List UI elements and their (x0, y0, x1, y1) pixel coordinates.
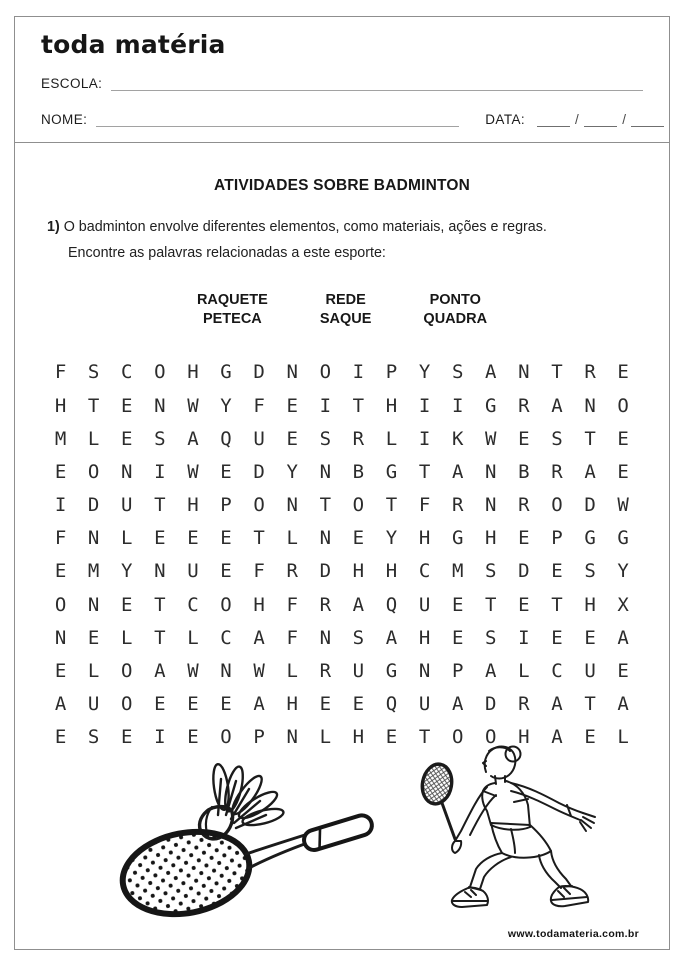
word-bank (15, 291, 669, 329)
grid-letter: T (87, 394, 100, 417)
grid-letter: N (154, 560, 166, 583)
grid-letter: N (220, 660, 232, 682)
grid-letter: I (319, 394, 332, 417)
grid-row (44, 356, 640, 389)
grid-letter: M (451, 560, 464, 583)
grid-letter: F (54, 361, 67, 384)
grid-letter: G (385, 660, 398, 682)
grid-letter: W (485, 427, 497, 450)
grid-letter: Y (121, 560, 133, 583)
grid-letter: O (87, 460, 100, 483)
question-line-1-text: O badminton envolve diferentes elementos, como materiais, ações e regras. (63, 219, 547, 235)
grid-letter: C (187, 593, 199, 616)
grid-letter: R (518, 693, 530, 716)
grid-letter: G (617, 527, 629, 550)
grid-letter: A (253, 693, 265, 716)
grid-letter: A (385, 626, 398, 649)
grid-letter: O (485, 726, 497, 749)
grid-letter: U (253, 427, 265, 450)
grid-letter: A (551, 726, 563, 749)
grid-letter: P (385, 361, 398, 384)
grid-letter: P (551, 527, 563, 550)
date-day-blank (537, 112, 570, 127)
grid-letter: E (220, 527, 232, 550)
question-number: 1) (47, 219, 60, 235)
grid-letter: E (584, 726, 596, 749)
grid-letter: Y (418, 361, 431, 384)
grid-letter: N (485, 494, 497, 517)
grid-letter: G (451, 527, 464, 550)
grid-letter: L (617, 726, 629, 749)
grid-letter: A (451, 693, 464, 716)
grid-letter: N (87, 593, 100, 616)
grid-letter: F (286, 626, 298, 649)
grid-letter: P (220, 494, 232, 517)
sheet-header (15, 17, 669, 143)
grid-letter: U (418, 593, 431, 616)
grid-letter: T (385, 494, 398, 517)
grid-letter: T (551, 593, 563, 616)
grid-letter: G (385, 460, 398, 483)
grid-letter: E (220, 560, 232, 583)
word-rede: REDE (325, 292, 366, 309)
grid-letter: E (54, 460, 67, 483)
grid-letter: C (418, 560, 431, 583)
grid-letter: E (518, 593, 530, 616)
word-column-2 (320, 291, 372, 329)
grid-letter: N (154, 394, 166, 417)
grid-letter: H (352, 560, 365, 583)
grid-letter: Q (385, 693, 398, 716)
grid-letter: S (485, 560, 497, 583)
grid-letter: Y (385, 527, 398, 550)
grid-letter: E (584, 626, 596, 649)
grid-letter: S (319, 427, 332, 450)
grid-letter: A (54, 693, 67, 716)
grid-letter: Y (220, 394, 232, 417)
grid-letter: O (617, 394, 629, 417)
grid-letter: O (352, 494, 365, 517)
grid-letter: S (352, 626, 365, 649)
grid-letter: E (187, 726, 199, 749)
grid-letter: O (253, 494, 265, 517)
grid-letter: Q (385, 593, 398, 616)
grid-letter: I (518, 626, 530, 649)
grid-letter: F (418, 494, 431, 517)
grid-letter: N (584, 394, 596, 417)
grid-letter: L (121, 527, 133, 550)
grid-letter: P (253, 726, 265, 749)
grid-letter: T (253, 527, 265, 550)
date-month-blank (584, 112, 617, 127)
word-peteca: PETECA (202, 310, 262, 327)
grid-letter: B (518, 460, 530, 483)
grid-letter: N (485, 460, 497, 483)
grid-letter: L (87, 427, 100, 450)
grid-letter: S (87, 361, 100, 384)
grid-letter: A (485, 361, 497, 384)
grid-letter: G (584, 527, 596, 550)
grid-letter: H (286, 693, 298, 716)
date-year-blank (631, 112, 664, 127)
grid-letter: A (617, 693, 629, 716)
grid-letter: E (451, 626, 464, 649)
grid-letter: F (253, 560, 265, 583)
grid-letter: T (584, 427, 596, 450)
grid-letter: U (352, 660, 365, 682)
question-line-1 (47, 214, 631, 240)
grid-letter: O (451, 726, 464, 749)
grid-letter: E (54, 560, 67, 583)
grid-letter: C (551, 660, 563, 682)
date-label: DATA: (485, 112, 526, 127)
grid-letter: W (253, 660, 265, 682)
grid-letter: D (584, 494, 596, 517)
grid-letter: R (518, 494, 530, 517)
grid-letter: W (617, 494, 629, 517)
grid-letter: L (385, 427, 398, 450)
grid-letter: E (121, 593, 133, 616)
grid-letter: E (518, 427, 530, 450)
worksheet-page (14, 16, 670, 950)
grid-letter: G (220, 361, 232, 384)
date-separator: / (575, 112, 580, 127)
grid-letter: D (319, 560, 332, 583)
school-field-row (41, 76, 643, 91)
grid-letter: L (319, 726, 332, 749)
grid-letter: E (617, 361, 629, 384)
grid-letter: E (220, 693, 232, 716)
grid-letter: O (154, 361, 166, 384)
grid-letter: L (286, 527, 298, 550)
grid-letter: E (617, 660, 629, 682)
word-raquete: RAQUETE (196, 292, 268, 309)
grid-letter: Y (617, 560, 629, 583)
grid-letter: E (54, 660, 67, 682)
grid-letter: O (220, 726, 232, 749)
grid-letter: U (87, 693, 100, 716)
grid-letter: T (352, 394, 365, 417)
grid-letter: R (551, 460, 563, 483)
grid-letter: B (352, 460, 365, 483)
grid-letter: N (418, 660, 431, 682)
grid-letter: M (87, 560, 100, 583)
grid-letter: N (286, 361, 298, 384)
grid-letter: A (451, 460, 464, 483)
grid-letter: T (551, 361, 563, 384)
grid-letter: E (551, 560, 563, 583)
grid-letter: R (451, 494, 464, 517)
grid-letter: O (319, 361, 332, 384)
grid-row (44, 455, 640, 488)
word-saque: SAQUE (319, 310, 372, 327)
grid-row (44, 422, 640, 455)
grid-letter: A (584, 460, 596, 483)
grid-letter: H (187, 494, 199, 517)
grid-letter: F (54, 527, 67, 550)
grid-letter: E (352, 693, 365, 716)
grid-letter: D (87, 494, 100, 517)
grid-letter: T (418, 726, 431, 749)
grid-letter: S (584, 560, 596, 583)
grid-letter: C (121, 361, 133, 384)
grid-letter: U (584, 660, 596, 682)
grid-letter: H (485, 527, 497, 550)
website-credit: www.todamateria.com.br (507, 928, 639, 940)
grid-letter: I (451, 394, 464, 417)
grid-letter: T (485, 593, 497, 616)
grid-letter: R (584, 361, 596, 384)
date-group (485, 112, 664, 127)
grid-letter: E (385, 726, 398, 749)
grid-letter: E (451, 593, 464, 616)
grid-letter: F (286, 593, 298, 616)
grid-letter: E (87, 626, 100, 649)
grid-letter: E (187, 527, 199, 550)
name-label: NOME: (41, 112, 88, 127)
grid-letter: N (87, 527, 100, 550)
grid-row (44, 555, 640, 588)
word-search-grid (44, 356, 640, 754)
grid-letter: H (253, 593, 265, 616)
grid-letter: E (319, 693, 332, 716)
grid-letter: E (220, 460, 232, 483)
grid-letter: L (518, 660, 530, 682)
grid-letter: R (352, 427, 365, 450)
grid-letter: N (319, 527, 332, 550)
grid-letter: N (518, 361, 530, 384)
grid-letter: D (485, 693, 497, 716)
grid-letter: E (286, 394, 298, 417)
grid-letter: T (319, 494, 332, 517)
grid-letter: Y (286, 460, 298, 483)
grid-letter: W (187, 460, 199, 483)
grid-letter: S (154, 427, 166, 450)
grid-letter: A (154, 660, 166, 682)
grid-letter: H (54, 394, 67, 417)
grid-letter: I (352, 361, 365, 384)
grid-letter: H (385, 394, 398, 417)
grid-letter: T (418, 460, 431, 483)
grid-letter: L (286, 660, 298, 682)
grid-letter: R (518, 394, 530, 417)
grid-letter: E (154, 527, 166, 550)
word-quadra: QUADRA (423, 310, 488, 327)
grid-letter: A (617, 626, 629, 649)
name-date-field-row (41, 112, 643, 127)
grid-letter: E (352, 527, 365, 550)
grid-letter: N (54, 626, 67, 649)
grid-row (44, 522, 640, 555)
grid-row (44, 621, 640, 654)
grid-letter: O (121, 693, 133, 716)
grid-letter: L (121, 626, 133, 649)
grid-letter: D (518, 560, 530, 583)
grid-letter: N (286, 726, 298, 749)
question-line-2: Encontre as palavras relacionadas a este esporte: (68, 245, 386, 262)
grid-letter: E (121, 726, 133, 749)
grid-letter: I (154, 726, 166, 749)
grid-letter: P (451, 660, 464, 682)
grid-letter: N (121, 460, 133, 483)
school-label: ESCOLA: (41, 76, 103, 91)
racket-and-shuttlecock-illustration (100, 749, 396, 925)
grid-letter: H (584, 593, 596, 616)
grid-letter: S (551, 427, 563, 450)
grid-letter: H (518, 726, 530, 749)
grid-letter: T (154, 626, 166, 649)
grid-letter: E (286, 427, 298, 450)
grid-letter: S (451, 361, 464, 384)
grid-letter: F (253, 394, 265, 417)
grid-letter: T (154, 494, 166, 517)
grid-letter: A (253, 626, 265, 649)
grid-letter: R (319, 660, 332, 682)
grid-letter: A (551, 693, 563, 716)
grid-letter: A (551, 394, 563, 417)
grid-letter: C (220, 626, 232, 649)
grid-letter: X (617, 593, 629, 616)
grid-letter: U (187, 560, 199, 583)
grid-letter: H (418, 527, 431, 550)
grid-letter: S (485, 626, 497, 649)
grid-letter: I (418, 427, 431, 450)
date-separator: / (622, 112, 627, 127)
grid-letter: E (54, 726, 67, 749)
grid-letter: Q (220, 427, 232, 450)
word-column-3 (423, 291, 487, 329)
grid-letter: W (187, 660, 199, 682)
grid-letter: N (286, 494, 298, 517)
grid-letter: D (253, 361, 265, 384)
school-blank-line (111, 76, 643, 91)
grid-letter: E (187, 693, 199, 716)
grid-letter: E (617, 460, 629, 483)
grid-letter: U (121, 494, 133, 517)
grid-row (44, 389, 640, 422)
grid-letter: E (617, 427, 629, 450)
grid-letter: I (418, 394, 431, 417)
sheet-body (15, 143, 669, 949)
grid-letter: I (154, 460, 166, 483)
grid-letter: A (485, 660, 497, 682)
grid-letter: L (187, 626, 199, 649)
grid-letter: G (485, 394, 497, 417)
grid-letter: H (418, 626, 431, 649)
grid-letter: O (551, 494, 563, 517)
grid-letter: S (87, 726, 100, 749)
grid-letter: R (319, 593, 332, 616)
grid-letter: A (187, 427, 199, 450)
grid-letter: E (551, 626, 563, 649)
grid-letter: E (154, 693, 166, 716)
grid-letter: M (54, 427, 67, 450)
grid-letter: L (87, 660, 100, 682)
grid-letter: T (584, 693, 596, 716)
grid-letter: T (154, 593, 166, 616)
grid-letter: D (253, 460, 265, 483)
grid-row (44, 488, 640, 521)
grid-letter: N (319, 460, 332, 483)
grid-letter: W (187, 394, 199, 417)
grid-letter: E (121, 394, 133, 417)
grid-letter: H (385, 560, 398, 583)
grid-letter: N (319, 626, 332, 649)
grid-letter: K (451, 427, 464, 450)
worksheet-title: ATIVIDADES SOBRE BADMINTON (213, 177, 471, 194)
grid-letter: E (121, 427, 133, 450)
grid-letter: O (220, 593, 232, 616)
grid-letter: O (54, 593, 67, 616)
grid-letter: E (518, 527, 530, 550)
grid-letter: I (54, 494, 67, 517)
grid-row (44, 688, 640, 721)
word-ponto: PONTO (429, 292, 481, 309)
grid-letter: U (418, 693, 431, 716)
grid-letter: H (352, 726, 365, 749)
grid-letter: A (352, 593, 365, 616)
toda-materia-logo: toda matéria (41, 30, 226, 59)
grid-letter: R (286, 560, 298, 583)
name-blank-line (96, 112, 459, 127)
grid-row (44, 654, 640, 687)
grid-row (44, 588, 640, 621)
question-text (47, 214, 631, 266)
badminton-player-illustration (399, 739, 617, 935)
word-column-1 (197, 291, 268, 329)
grid-letter: H (187, 361, 199, 384)
grid-letter: O (121, 660, 133, 682)
